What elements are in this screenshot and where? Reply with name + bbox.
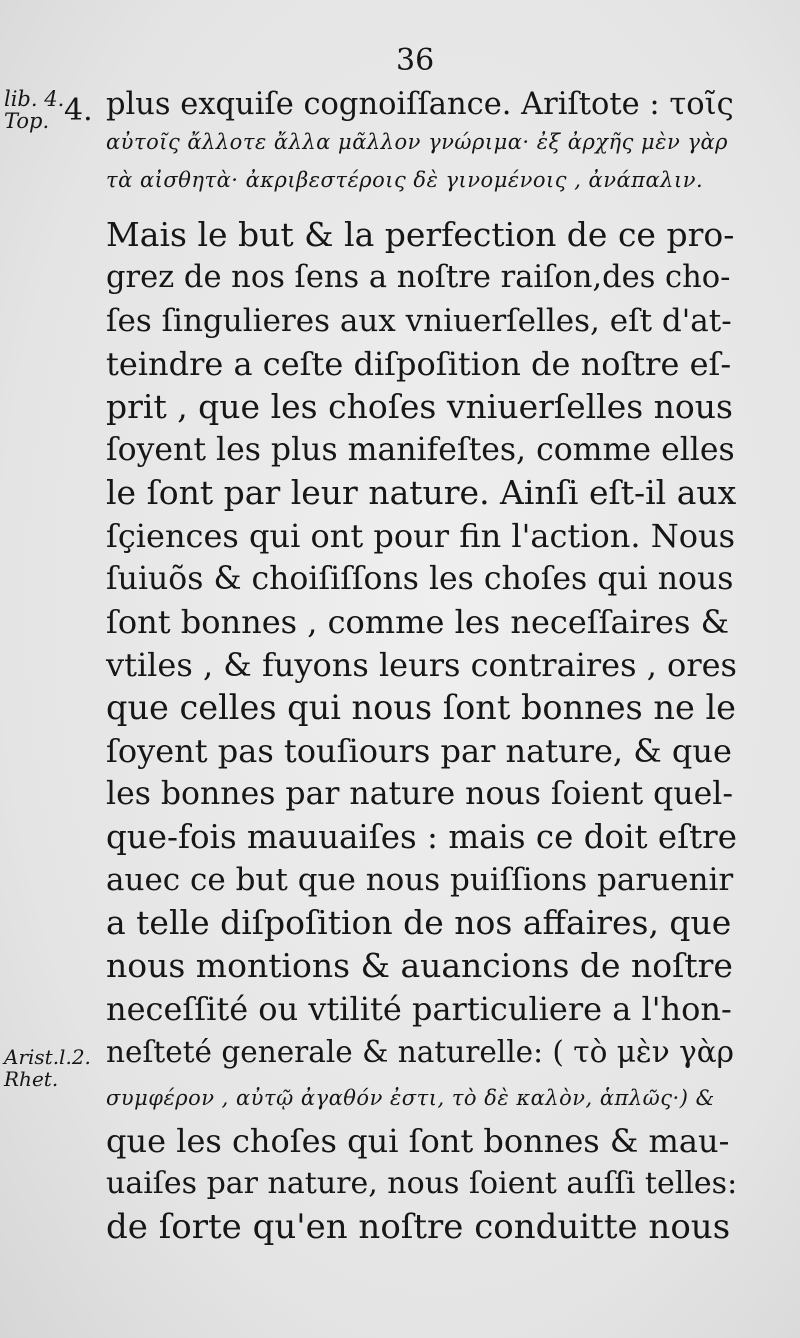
margin-note-top (4, 88, 64, 132)
text-line: ſes ſingulieres aux vniuerſelles, eſt d'at- (106, 303, 732, 339)
text-line: que-fois mauuaiſes : mais ce doit eſtre (106, 818, 737, 856)
margin-note-line: lib. 4. (4, 87, 65, 111)
text-line: nous montions & auancions de noſtre (106, 946, 733, 985)
line-marker: 4. (64, 93, 93, 128)
text-line: grez de nos ſens a noſtre raiſon,des cho- (106, 260, 731, 295)
margin-note-bottom (4, 1046, 91, 1090)
text-line: ſoyent les plus manifeſtes, comme elles (106, 432, 735, 468)
text-line: neſteté generale & naturelle: ( τὸ μὲν γὰρ (106, 1035, 734, 1069)
text-line: les bonnes par nature nous ſoient quel- (106, 776, 733, 812)
text-line: ſont bonnes , comme les neceſſaires & (106, 603, 730, 641)
text-line: plus exquiſe cognoiſſance. Ariſtote : τοῖς (106, 87, 734, 122)
page-number: 36 (396, 43, 435, 78)
text-line: que celles qui nous ſont bonnes ne le (106, 688, 736, 727)
text-line: vtiles , & fuyons leurs contraires , ores (106, 646, 737, 684)
text-line: ſuiuõs & choiſiſſons les choſes qui nous (106, 561, 734, 597)
text-line: ſoyent pas touſiours par nature, & que (106, 732, 732, 770)
greek-text-line: τὰ αἰσθητὰ· ἀκριβεστέροις δὲ γινομένοις , ἀνάπαλιν. (106, 168, 704, 192)
greek-text-line: συμφέρον , αὐτῷ ἀγαθόν ἐστι, τὸ δὲ καλὸν, ἁπλῶς·) & (106, 1086, 715, 1110)
text-line: auec ce but que nous puiſſions paruenir (106, 862, 734, 898)
text-line: uaiſes par nature, nous ſoient auſſi telles: (106, 1166, 738, 1201)
text-line: teindre a ceſte diſpoſition de noſtre eſ- (106, 345, 732, 383)
text-line: le ſont par leur nature. Ainſi eſt-il aux (106, 473, 737, 512)
text-line: prit , que les choſes vniuerſelles nous (106, 387, 733, 426)
text-line: ſçiences qui ont pour fin l'action. Nous (106, 517, 735, 555)
greek-text-line: αὐτοῖς ἄλλοτε ἄλλα μᾶλλον γνώριμα· ἐξ ἀρχῆς μὲν γὰρ (106, 130, 728, 154)
margin-note-line: Rhet. (4, 1067, 59, 1091)
text-line: Mais le but & la perfection de ce pro- (106, 215, 735, 254)
text-line: a telle diſpoſition de nos affaires, que (106, 903, 732, 942)
text-line: que les choſes qui ſont bonnes & mau- (106, 1122, 730, 1160)
margin-note-line: Top. (4, 109, 50, 133)
margin-note-line: Arist.l.2. (4, 1045, 91, 1069)
text-line: de ſorte qu'en noſtre conduitte nous (106, 1207, 731, 1247)
text-line: neceſſité ou vtilité particuliere a l'hon- (106, 990, 732, 1028)
